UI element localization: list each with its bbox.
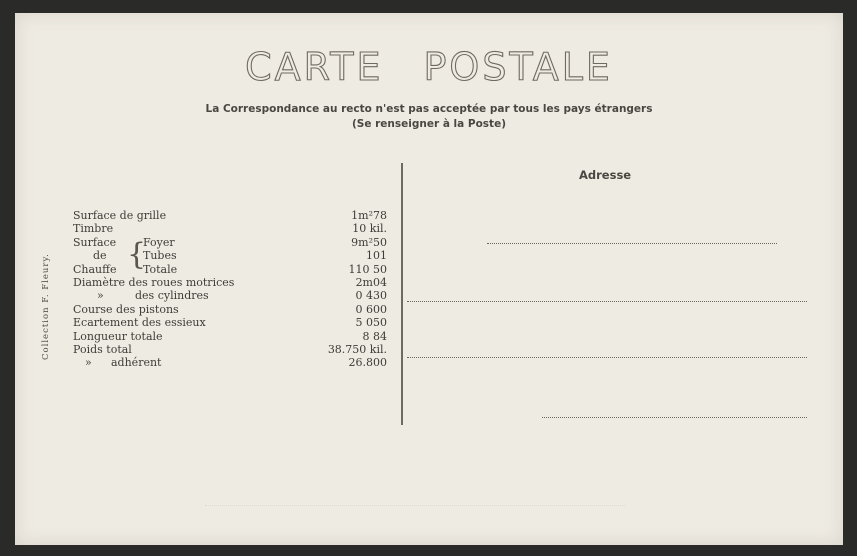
address-line-2: [407, 301, 807, 302]
spec-label: »: [97, 289, 104, 303]
spec-label: Course des pistons: [73, 302, 179, 316]
spec-value: 8 84: [362, 329, 387, 343]
spec-value: 0 430: [355, 289, 387, 303]
correspondence-notice: La Correspondance au recto n'est pas acceptée par tous les pays étrangers: [205, 103, 653, 115]
spec-value: 110 50: [348, 262, 387, 276]
brace-mark: {: [127, 236, 147, 272]
spec-label: Timbre: [73, 222, 114, 236]
spec-value: 101: [366, 249, 387, 263]
address-line-1: [487, 243, 777, 244]
address-line-3: [407, 357, 807, 358]
center-divider: [401, 163, 403, 425]
spec-sublabel: Tubes: [143, 249, 177, 263]
spec-label: Ecartement des essieux: [73, 316, 206, 330]
spec-row: [73, 356, 393, 369]
spec-sublabel: adhérent: [111, 356, 162, 370]
spec-value: 9m²50: [351, 235, 387, 249]
faint-bleed-line: [205, 505, 625, 506]
post-office-notice: (Se renseigner à la Poste): [351, 118, 506, 130]
spec-row: [73, 330, 393, 343]
collection-credit: Collection F. Fleury.: [41, 253, 51, 360]
spec-value: 2m04: [355, 275, 387, 289]
spec-value: 10 kil.: [352, 222, 387, 236]
spec-label: Chauffe: [73, 262, 117, 276]
spec-value: 0 600: [355, 302, 387, 316]
spec-value: 1m²78: [351, 209, 387, 222]
spec-row: [73, 316, 393, 329]
spec-label: Longueur totale: [73, 329, 163, 343]
title-word-postale: POSTALE: [423, 45, 613, 89]
address-label: Adresse: [579, 168, 632, 182]
spec-sublabel: Foyer: [143, 235, 175, 249]
locomotive-specs: [73, 209, 393, 370]
spec-label: Poids total: [73, 342, 132, 356]
spec-row: [73, 276, 393, 289]
spec-row: [73, 263, 393, 276]
spec-label: Surface: [73, 235, 117, 249]
title-word-carte: CARTE: [245, 45, 384, 89]
spec-row: [73, 343, 393, 356]
spec-label: Diamètre des roues motrices: [73, 275, 235, 289]
spec-label: »: [85, 356, 92, 370]
spec-row: [73, 249, 393, 262]
card-title: [15, 45, 843, 89]
postcard-back: [15, 13, 843, 545]
spec-label: de: [93, 249, 107, 263]
spec-label: Surface de grille: [73, 209, 167, 222]
spec-sublabel: des cylindres: [135, 289, 209, 303]
spec-row: [73, 303, 393, 316]
spec-row: [73, 289, 393, 302]
spec-value: 5 050: [355, 316, 387, 330]
spec-value: 38.750 kil.: [327, 342, 387, 356]
spec-value: 26.800: [348, 356, 387, 370]
spec-row: [73, 222, 393, 235]
spec-sublabel: Totale: [143, 262, 178, 276]
spec-row: [73, 209, 393, 222]
address-line-4: [542, 417, 807, 418]
